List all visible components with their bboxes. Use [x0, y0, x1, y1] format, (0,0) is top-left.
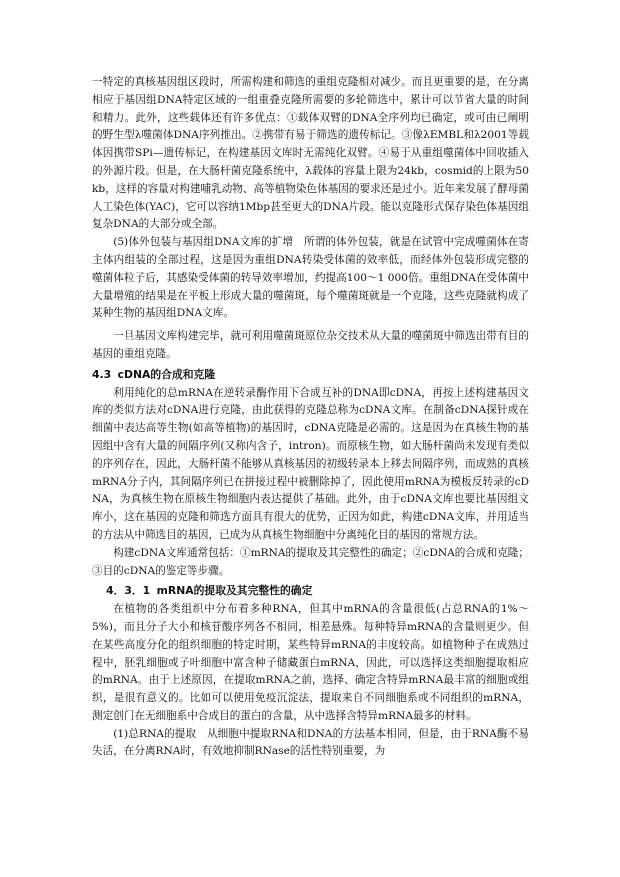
paragraph-cdna-steps: 构建cDNA文库通常包括：①mRNA的提取及其完整性的确定；②cDNA的合成和克隆；③目的cDNA的鉴定等步骤。 — [92, 546, 529, 577]
paragraph-library-screening: 一旦基因文库构建完毕，就可利用噬菌斑原位杂交技术从大量的噬菌斑中筛选出带有目的基因的重组克隆。 — [92, 330, 529, 360]
section-title: cDNA的合成和克隆 — [117, 367, 216, 381]
paragraph-vector-advantages: 一特定的真核基因组区段时，所需构建和筛选的重组克隆相对减少。而且更重要的是，在分离相应于基因组DNA特定区域的一组重叠克隆所需要的多轮筛选中，累计可以节省大量的时间和精力。此外，这些载体还有许多优点：①载体双臂的DNA全序列均已确定，或可由已阐明的野生型λ噬菌体DNA序列推出。②携带有易于筛选的遗传标记。③像λEMBL和λ2001等载体因携带SPi—遗传标记，在构建基因文库时无需纯化双臂。④易于从重组噬菌体中回收插入的外源片段。但是，在大肠杆菌克隆系统中，λ载体的容量上限为24kb，cosmid的上限为50kb，这样的容量对构建哺乳动物、高等植物染色体基因的要求还是过小。近年来发展了酵母菌人工染色体(YAC)，它可以容纳1Mbp甚至更大的DNA片段。能以克隆形式保存染色体基因组复杂DNA的大部分或全部。 — [92, 76, 529, 231]
document-page — [92, 74, 529, 761]
paragraph-total-rna-extraction: (1)总RNA的提取 从细胞中提取RNA和DNA的方法基本相同，但是，由于RNA酶不易失活，在分离RNA时，有效地抑制RNase的活性特别重要，为 — [92, 727, 529, 758]
paragraph-mrna-content: 在植物的各类组织中分布着多种RNA，但其中mRNA的含量很低(占总RNA的1%～5%)，而且分子大小和核苷酸序列各不相同，相差悬殊。每种特异mRNA的含量则更少。但在某些高度分化的组织细胞的特定时期，某些特异mRNA的丰度较高。如植物种子在成熟过程中，胚乳细胞或子叶细胞中富含种子储藏蛋白mRNA，因此，可以选择这类细胞提取相应的mRNA。由于上述原因，在提取mRNA之前，选择、确定含特异mRNA最丰富的细胞或组织，是很有意义的。比如可以使用免疫沉淀法，提取来自不同细胞系或不同组织的mRNA，测定创门在无细胞系中合成目的蛋白的含量，从中选择含特异mRNA最多的材料。 — [92, 603, 529, 722]
paragraph-in-vitro-packaging: (5)体外包装与基因组DNA文库的扩增 所谓的体外包装，就是在试管中完成噬菌体在寄主体内组装的全部过程，这是因为重组DNA转染受体菌的效率低，而经体外包装形成完整的噬菌体粒子后，其感染受体菌的转导效率增加，约提高100～1 000倍。重组DNA在受体菌中大量增殖的结果是在平板上形成大量的噬菌斑，每个噬菌斑就是一个克隆，这些克隆就构成了某种生物的基因组DNA文库。 — [92, 236, 529, 320]
section-heading-cdna — [92, 366, 529, 384]
subsection-number: 4．3．1 — [106, 584, 151, 598]
subsection-heading-mrna — [92, 582, 529, 600]
paragraph-cdna-intro: 利用纯化的总mRNA在逆转录酶作用下合成互补的DNA即cDNA，再按上述构建基因文库的类似方法对cDNA进行克隆，由此获得的克隆总称为cDNA文库。在制备cDNA探针或在细菌中表达高等生物(如高等植物)的基因时，cDNA克隆是必需的。这是因为在真核生物的基因组中含有大量的间隔序列(又称内含子，intron)。而原核生物，如大肠杆菌尚未发现有类似的序列存在，因此，大肠杆菌不能够从真核基因的初级转录本上移去间隔序列，而成熟的真核mRNA分子内，其间隔序列已在拼接过程中被删除掉了，因此使用mRNA为模板反转录的cDNA，为真核生物在原核生物细胞内表达提供了基础。此外，由于cDNA文库也要比基因组文库小，这在基因的克隆和筛选方面具有很大的优势，正因为如此，构建cDNA文库，并用适当的方法从中筛选目的基因，已成为从真核生物细胞中分离纯化目的基因的常规方法。 — [92, 386, 529, 541]
subsection-title: mRNA的提取及其完整性的确定 — [156, 584, 313, 598]
section-number: 4.3 — [92, 367, 112, 381]
